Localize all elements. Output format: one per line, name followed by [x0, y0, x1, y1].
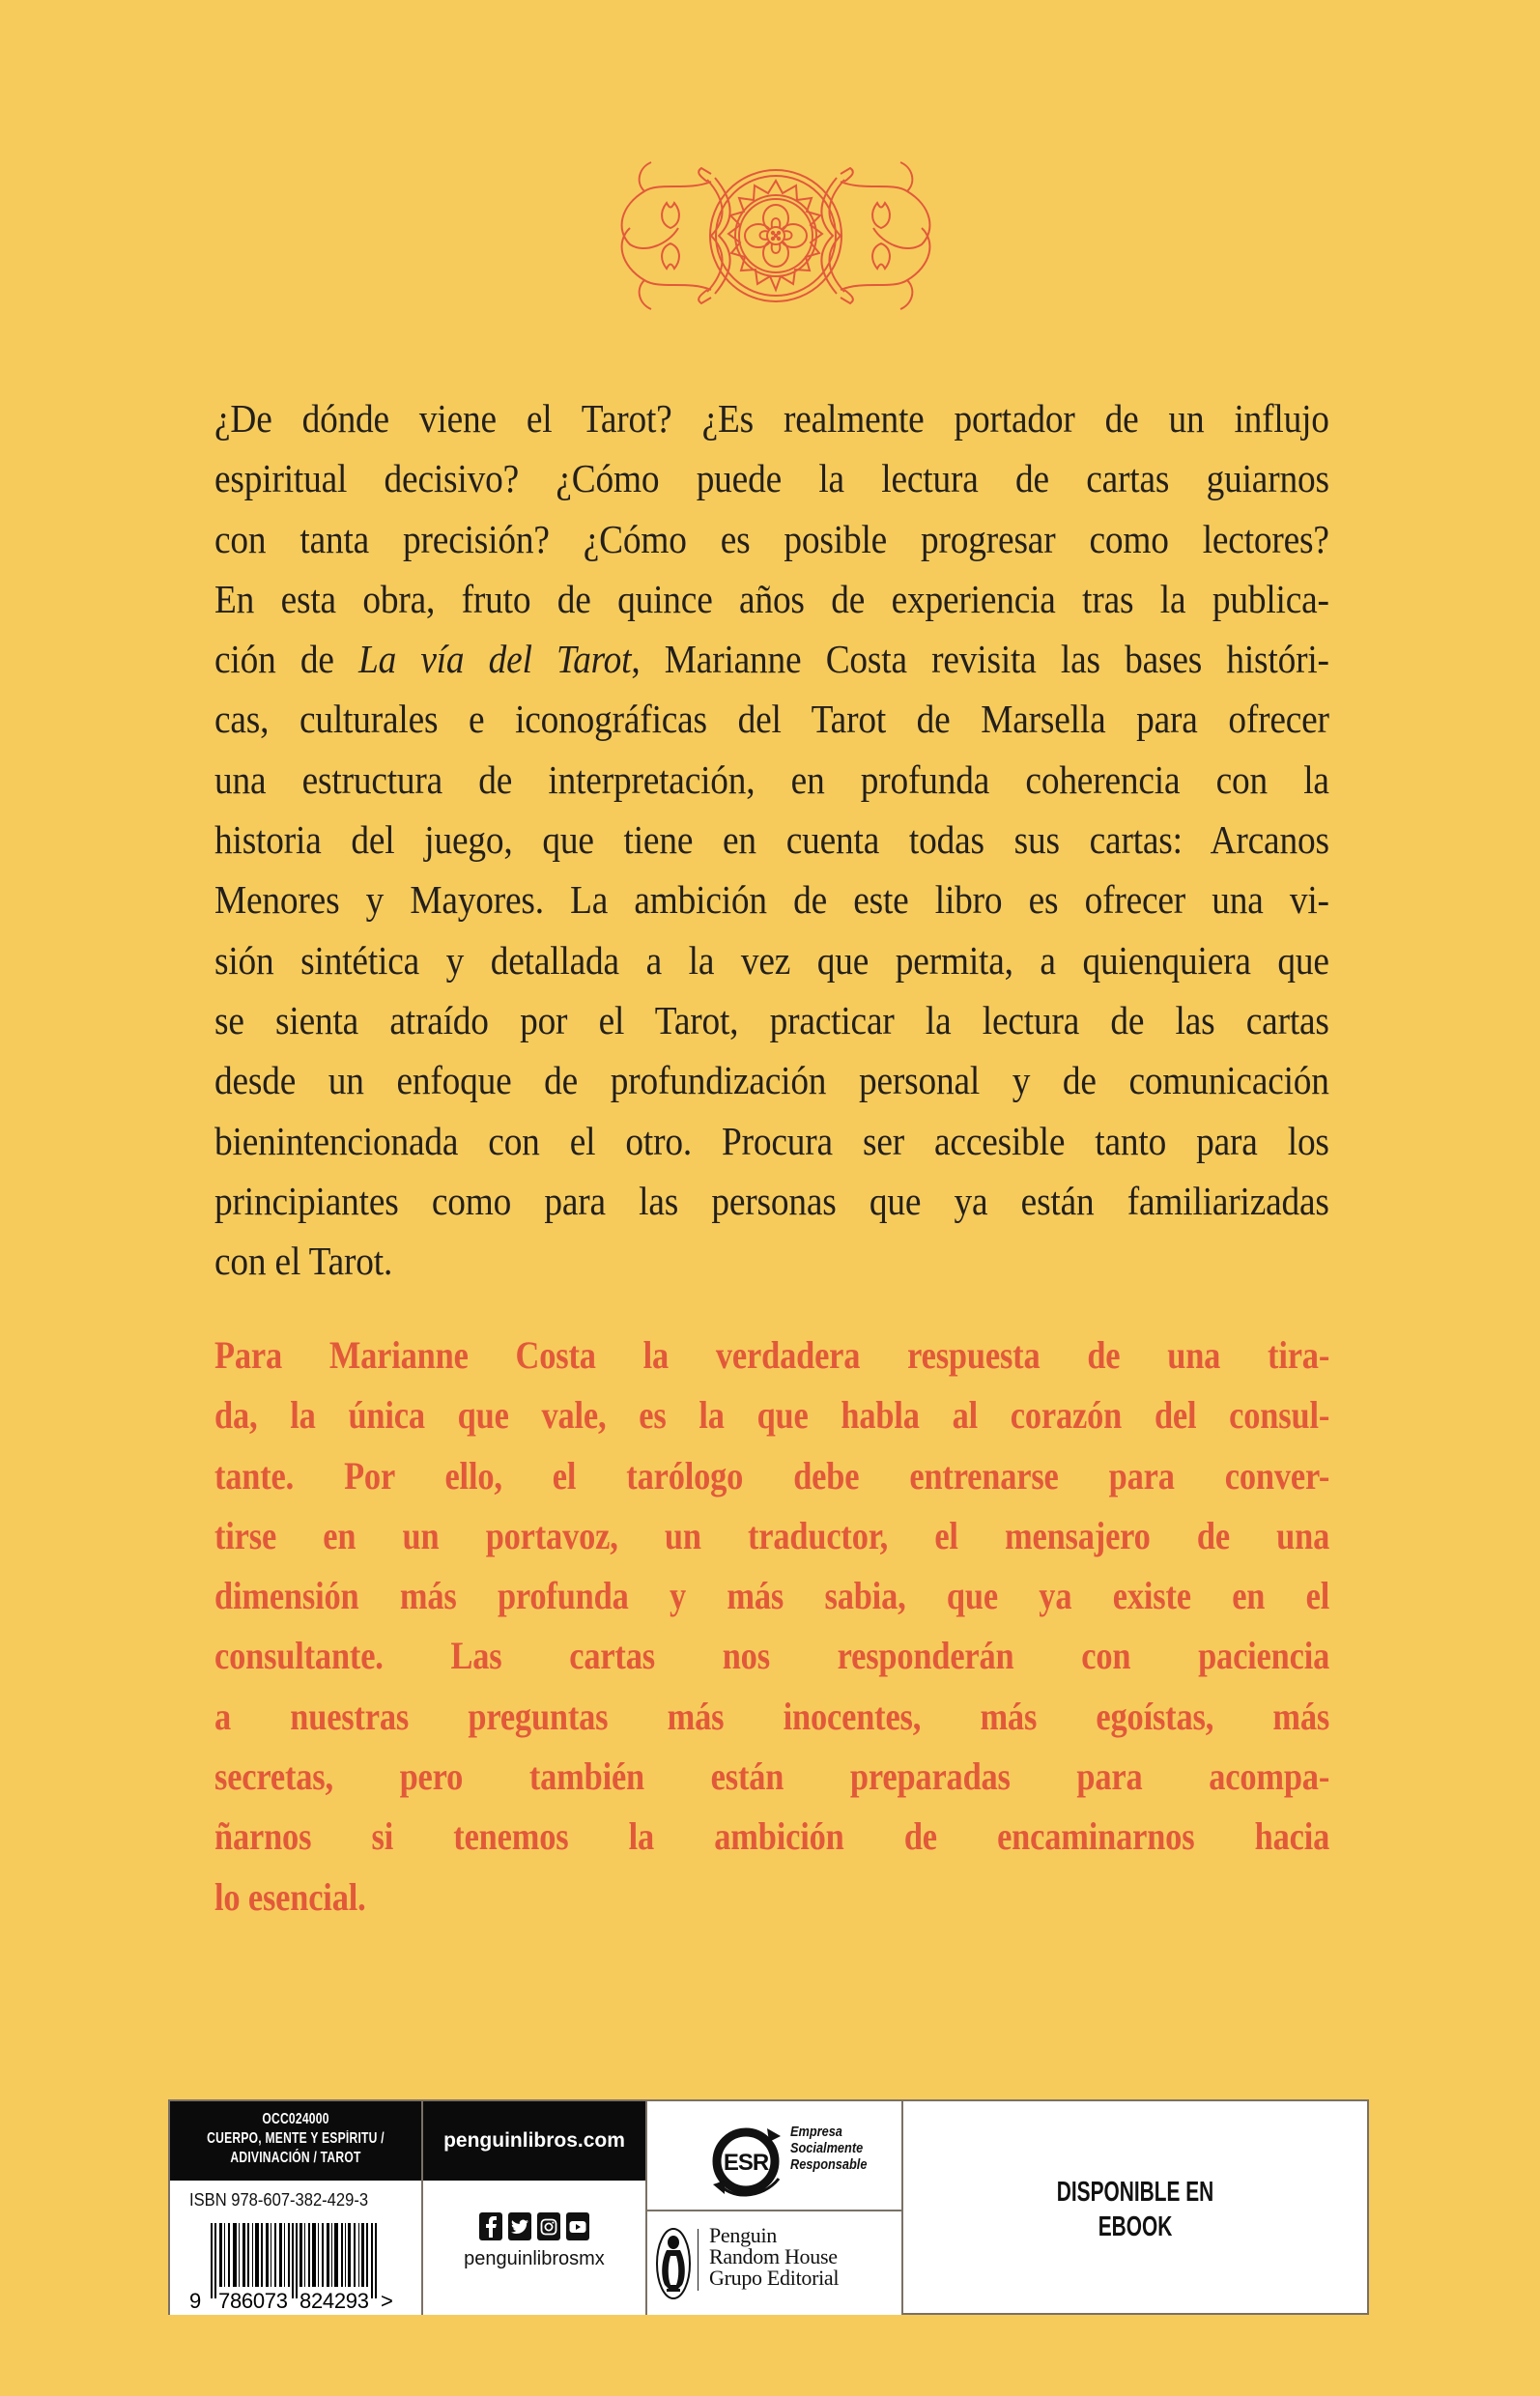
esr-logo-text: ESR	[723, 2150, 769, 2176]
highlight-line: Para Marianne Costa la verdadera respuesta de una tira-	[214, 1333, 1330, 1377]
ebook-line-2: EBOOK	[1098, 2211, 1173, 2242]
ebook-availability-cell	[901, 2101, 1367, 2313]
highlight-line: tirse en un portavoz, un traductor, el mensajero de una	[214, 1513, 1330, 1557]
highlight-line: da, la única que vale, es la que habla al corazón del consul-	[214, 1393, 1330, 1438]
publisher-line-2: Random House	[709, 2244, 838, 2268]
highlight-line: a nuestras preguntas más inocentes, más egoístas, más	[214, 1694, 1330, 1738]
esr-label	[790, 2125, 867, 2174]
bisac-code: OCC024000	[262, 2111, 329, 2127]
bisac-line-1: CUERPO, MENTE Y ESPÍRITU /	[207, 2130, 385, 2147]
text: ción de	[214, 637, 358, 682]
publisher-line-1: Penguin	[709, 2223, 778, 2247]
highlight-line: secretas, pero también están preparadas para acompa-	[214, 1754, 1330, 1799]
description-line: espiritual decisivo? ¿Cómo puede la lectura de cartas guiarnos	[214, 456, 1329, 501]
esr-logo-icon	[709, 2123, 786, 2200]
instagram-icon[interactable]	[537, 2212, 560, 2240]
description-line: se sienta atraído por el Tarot, practicar la lectura de las cartas	[214, 997, 1329, 1042]
highlight-line: lo esencial.	[214, 1874, 366, 1919]
description-line: con tanta precisión? ¿Cómo es posible progresar como lectores?	[214, 516, 1329, 561]
facebook-icon[interactable]	[479, 2212, 502, 2240]
description-line-with-title	[214, 629, 1329, 689]
barcode-group-2: 824293	[299, 2289, 369, 2312]
description-line: historia del juego, que tiene en cuenta todas sus cartas: Arcanos	[214, 817, 1329, 863]
website-link[interactable]: penguinlibros.com	[421, 2101, 645, 2181]
esr-line-1: Empresa	[790, 2125, 842, 2140]
description-line: con el Tarot.	[214, 1239, 393, 1284]
isbn-label: ISBN 978-607-382-429-3	[189, 2190, 369, 2210]
text: , Marianne Costa revisita las bases históri-	[631, 637, 1329, 682]
highlight-line: consultante. Las cartas nos responderán con paciencia	[214, 1634, 1330, 1678]
barcode-icon	[189, 2223, 410, 2312]
esr-cell	[645, 2101, 901, 2211]
book-title-italic: La vía del Tarot	[357, 637, 632, 682]
youtube-icon[interactable]	[566, 2212, 589, 2240]
description-line: desde un enfoque de profundización personal y de comunicación	[214, 1058, 1329, 1103]
description-line: En esta obra, fruto de quince años de experiencia tras la publica-	[214, 576, 1329, 621]
description-line: una estructura de interpretación, en profunda coherencia con la	[214, 756, 1329, 802]
highlight-line: ñarnos si tenemos la ambición de encaminarnos hacia	[214, 1814, 1330, 1859]
penguin-logo-icon	[655, 2227, 692, 2300]
description-line: Menores y Mayores. La ambición de este libro es ofrecer una vi-	[214, 877, 1329, 923]
description-line: sión sintética y detallada a la vez que permita, a quienquiera que	[214, 937, 1329, 983]
twitter-icon[interactable]	[508, 2212, 531, 2240]
ebook-label	[903, 2175, 1367, 2244]
description-paragraph	[214, 388, 1329, 1291]
publisher-logo-cell	[645, 2211, 901, 2315]
floral-rosette-ornament-icon	[591, 153, 960, 319]
barcode-arrow: >	[381, 2289, 393, 2312]
esr-line-3: Responsable	[790, 2157, 868, 2173]
publisher-name	[709, 2225, 839, 2289]
highlight-line: dimensión más profunda y más sabia, que ya existe en el	[214, 1574, 1330, 1618]
divider	[698, 2229, 699, 2291]
bisac-line-2: ADIVINACIÓN / TAROT	[230, 2150, 361, 2166]
social-icons	[423, 2212, 645, 2240]
highlight-paragraph	[214, 1326, 1329, 1927]
barcode-group-1: 786073	[218, 2289, 288, 2312]
social-media-cell	[421, 2181, 645, 2315]
description-line: principiantes como para las personas que ya están familiarizadas	[214, 1178, 1329, 1223]
description-line: cas, culturales e iconográficas del Tarot de Marsella para ofrecer	[214, 697, 1329, 742]
esr-line-2: Socialmente	[790, 2141, 864, 2156]
isbn-barcode-cell	[170, 2181, 421, 2315]
bisac-category	[170, 2101, 421, 2181]
social-handle[interactable]: penguinlibrosmx	[464, 2248, 605, 2269]
barcode-first-digit: 9	[189, 2289, 202, 2312]
description-line: ¿De dónde viene el Tarot? ¿Es realmente portador de un influjo	[214, 396, 1329, 441]
ebook-line-1: DISPONIBLE EN	[1056, 2177, 1214, 2208]
description-line: bienintencionada con el otro. Procura ser accesible tanto para los	[214, 1118, 1329, 1163]
publisher-info-box	[168, 2099, 1369, 2315]
publisher-line-3: Grupo Editorial	[709, 2266, 840, 2290]
highlight-line: tante. Por ello, el tarólogo debe entrenarse para conver-	[214, 1453, 1330, 1498]
